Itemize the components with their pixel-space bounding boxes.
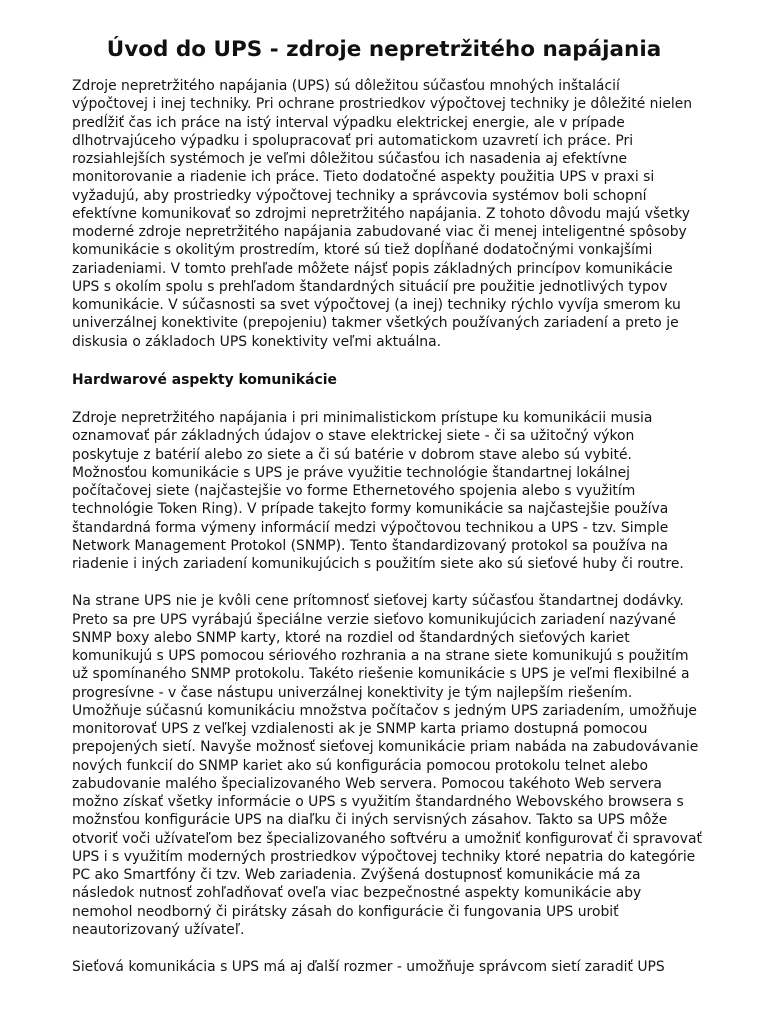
paragraph-line: Network Management Protokol (SNMP). Tento štandardizovaný protokol sa používa na xyxy=(72,537,669,554)
paragraph-line: Umožňuje súčasnú komunikáciu množstva počítačov s jedným UPS zariadením, umožňuje xyxy=(72,702,697,719)
intro-line: efektívne komunikovať so zdrojmi nepretržitého napájania. Z tohoto dôvodu majú všetky xyxy=(72,205,690,222)
paragraph-line: poskytuje z batérií alebo zo siete a či sú batérie v dobrom stave alebo sú vybité. xyxy=(72,446,632,463)
spacer xyxy=(72,573,712,592)
paragraph-line: technológie Token Ring). V prípade takejto formy komunikácie sa najčastejšie používa xyxy=(72,501,669,518)
paragraph-line: prepojených sietí. Navyše možnosť sieťovej komunikácie priam nabáda na zabudovávanie xyxy=(72,739,699,756)
paragraph-line: oznamovať pár základných údajov o stave elektrickej siete - či sa užitočný výkon xyxy=(72,428,635,445)
paragraph-line: počítačovej siete (najčastejšie vo forme Ethernetového spojenia alebo s využitím xyxy=(72,483,636,499)
section-paragraph-3 xyxy=(72,958,712,976)
paragraph-line: otvoriť voči užívateľom bez špecializovaného softvéru a umožniť konfigurovať či spravovať xyxy=(72,830,702,847)
section-paragraph-1 xyxy=(72,409,712,573)
intro-line: monitorovanie a riadenie ich práce. Tieto dodatočné aspekty použitia UPS v praxi si xyxy=(72,169,655,186)
intro-line: rozsiahlejších systémoch je veľmi dôležitou súčasťou ich nasadenia aj efektívne xyxy=(72,151,628,167)
intro-line: UPS s okolím spolu s prehľadom štandardných situácií pre použitie jednotlivých typov xyxy=(72,278,668,295)
paragraph-line: štandardná forma výmeny informácií medzi výpočtovou technikou a UPS - tzv. Simple xyxy=(72,519,669,536)
intro-line: Zdroje nepretržitého napájania (UPS) sú dôležitou súčasťou mnohých inštalácií xyxy=(72,78,620,94)
paragraph-line: už spomínaného SNMP protokolu. Takéto riešenie komunikácie s UPS je veľmi flexibilné a xyxy=(72,666,690,683)
paragraph-line: Na strane UPS nie je kvôli cene prítomnosť sieťovej karty súčasťou štandartnej dodávky. xyxy=(72,593,684,610)
section-paragraph-2 xyxy=(72,592,712,939)
paragraph-line: nových funkcií do SNMP kariet ako sú konfigurácia pomocou protokolu telnet alebo xyxy=(72,757,649,774)
paragraph-line: Možnosťou komunikácie s UPS je práve využitie technológie štandartnej lokálnej xyxy=(72,464,631,481)
paragraph-line: Preto sa pre UPS vyrábajú špeciálne verzie sieťovo komunikujúcich zariadení nazývané xyxy=(72,611,676,628)
spacer xyxy=(72,351,712,371)
intro-line: diskusia o základoch UPS konektivity veľmi aktuálna. xyxy=(72,333,442,350)
paragraph-line: následok nutnosť zohľadňovať oveľa viac bezpečnostné aspekty komunikácie aby xyxy=(72,885,642,902)
paragraph-line: PC ako Smartfóny či tzv. Web zariadenia. Zvýšená dostupnosť komunikácie má za xyxy=(72,867,641,883)
document-body xyxy=(72,77,712,976)
paragraph-line: zabudovanie malého špecializovaného Web servera. Pomocou takéhoto Web servera xyxy=(72,775,662,792)
paragraph-line: UPS i s využitím moderných prostriedkov výpočtovej techniky ktoré nepatria do kategórie xyxy=(72,848,696,865)
paragraph-line: Zdroje nepretržitého napájania i pri minimalistickom prístupe ku komunikácii musia xyxy=(72,410,653,426)
intro-line: komunikácie s okolitým prostredím, ktoré sú tiež dopĺňané dodatočnými vonkajšími xyxy=(72,242,653,259)
intro-line: predĺžiť čas ich práce na istý interval výpadku elektrickej energie, ale v prípade xyxy=(72,114,625,131)
paragraph-line: monitorovať UPS z veľkej vzdialenosti ak je SNMP karta priamo dostupná pomocou xyxy=(72,721,648,737)
section-heading: Hardwarové aspekty komunikácie xyxy=(72,371,337,388)
spacer xyxy=(72,389,712,409)
paragraph-line: riadenie i iných zariadení komunikujúcich s použitím siete ako sú sieťové huby či routre. xyxy=(72,556,684,572)
paragraph-line: SNMP boxy alebo SNMP karty, ktoré na rozdiel od štandardných sieťových kariet xyxy=(72,629,630,646)
intro-line: komunikácie. V súčasnosti sa svet výpočtovej (a inej) techniky rýchlo vyvíja smerom ku xyxy=(72,297,681,313)
paragraph-line: progresívne - v čase nástupu univerzálnej konektivity je tým najlepším riešením. xyxy=(72,684,633,701)
intro-line: vyžadujú, aby prostriedky výpočtovej techniky a správcovia systémov boli schopní xyxy=(72,187,647,204)
intro-line: dlhotrvajúceho výpadku i spolupracovať pri automatickom uzavretí ich práce. Pri xyxy=(72,132,634,149)
paragraph-line: nemohol neodborný či pirátsky zásah do konfigurácie či fungovania UPS urobiť xyxy=(72,903,619,920)
intro-paragraph xyxy=(72,77,712,351)
page-title: Úvod do UPS - zdroje nepretržitého napájania xyxy=(106,37,662,62)
paragraph-line: neautorizovaný užívateľ. xyxy=(72,921,245,938)
intro-line: výpočtovej i inej techniky. Pri ochrane prostriedkov výpočtovej techniky je dôležité nielen xyxy=(72,96,693,113)
intro-line: zariadeniami. V tomto prehľade môžete nájsť popis základných princípov komunikácie xyxy=(72,260,673,277)
spacer xyxy=(72,939,712,958)
paragraph-line: možnsťou konfigurácie UPS na diaľku či iných servisných zásahov. Takto sa UPS môže xyxy=(72,812,668,829)
paragraph-line: možno získať všetky informácie o UPS s využitím štandardného Webovského browsera s xyxy=(72,794,684,810)
intro-line: univerzálnej konektivite (prepojeniu) takmer všetkých používaných zariadení a preto je xyxy=(72,315,679,332)
paragraph-line: Sieťová komunikácia s UPS má aj ďalší rozmer - umožňuje správcom sietí zaradiť UPS xyxy=(72,959,665,975)
intro-line: moderné zdroje nepretržitého napájania zabudované viac či menej inteligentné spôsoby xyxy=(72,224,687,240)
paragraph-line: komunikujú s UPS pomocou sériového rozhrania a na strane siete komunikujú s použitím xyxy=(72,648,689,664)
